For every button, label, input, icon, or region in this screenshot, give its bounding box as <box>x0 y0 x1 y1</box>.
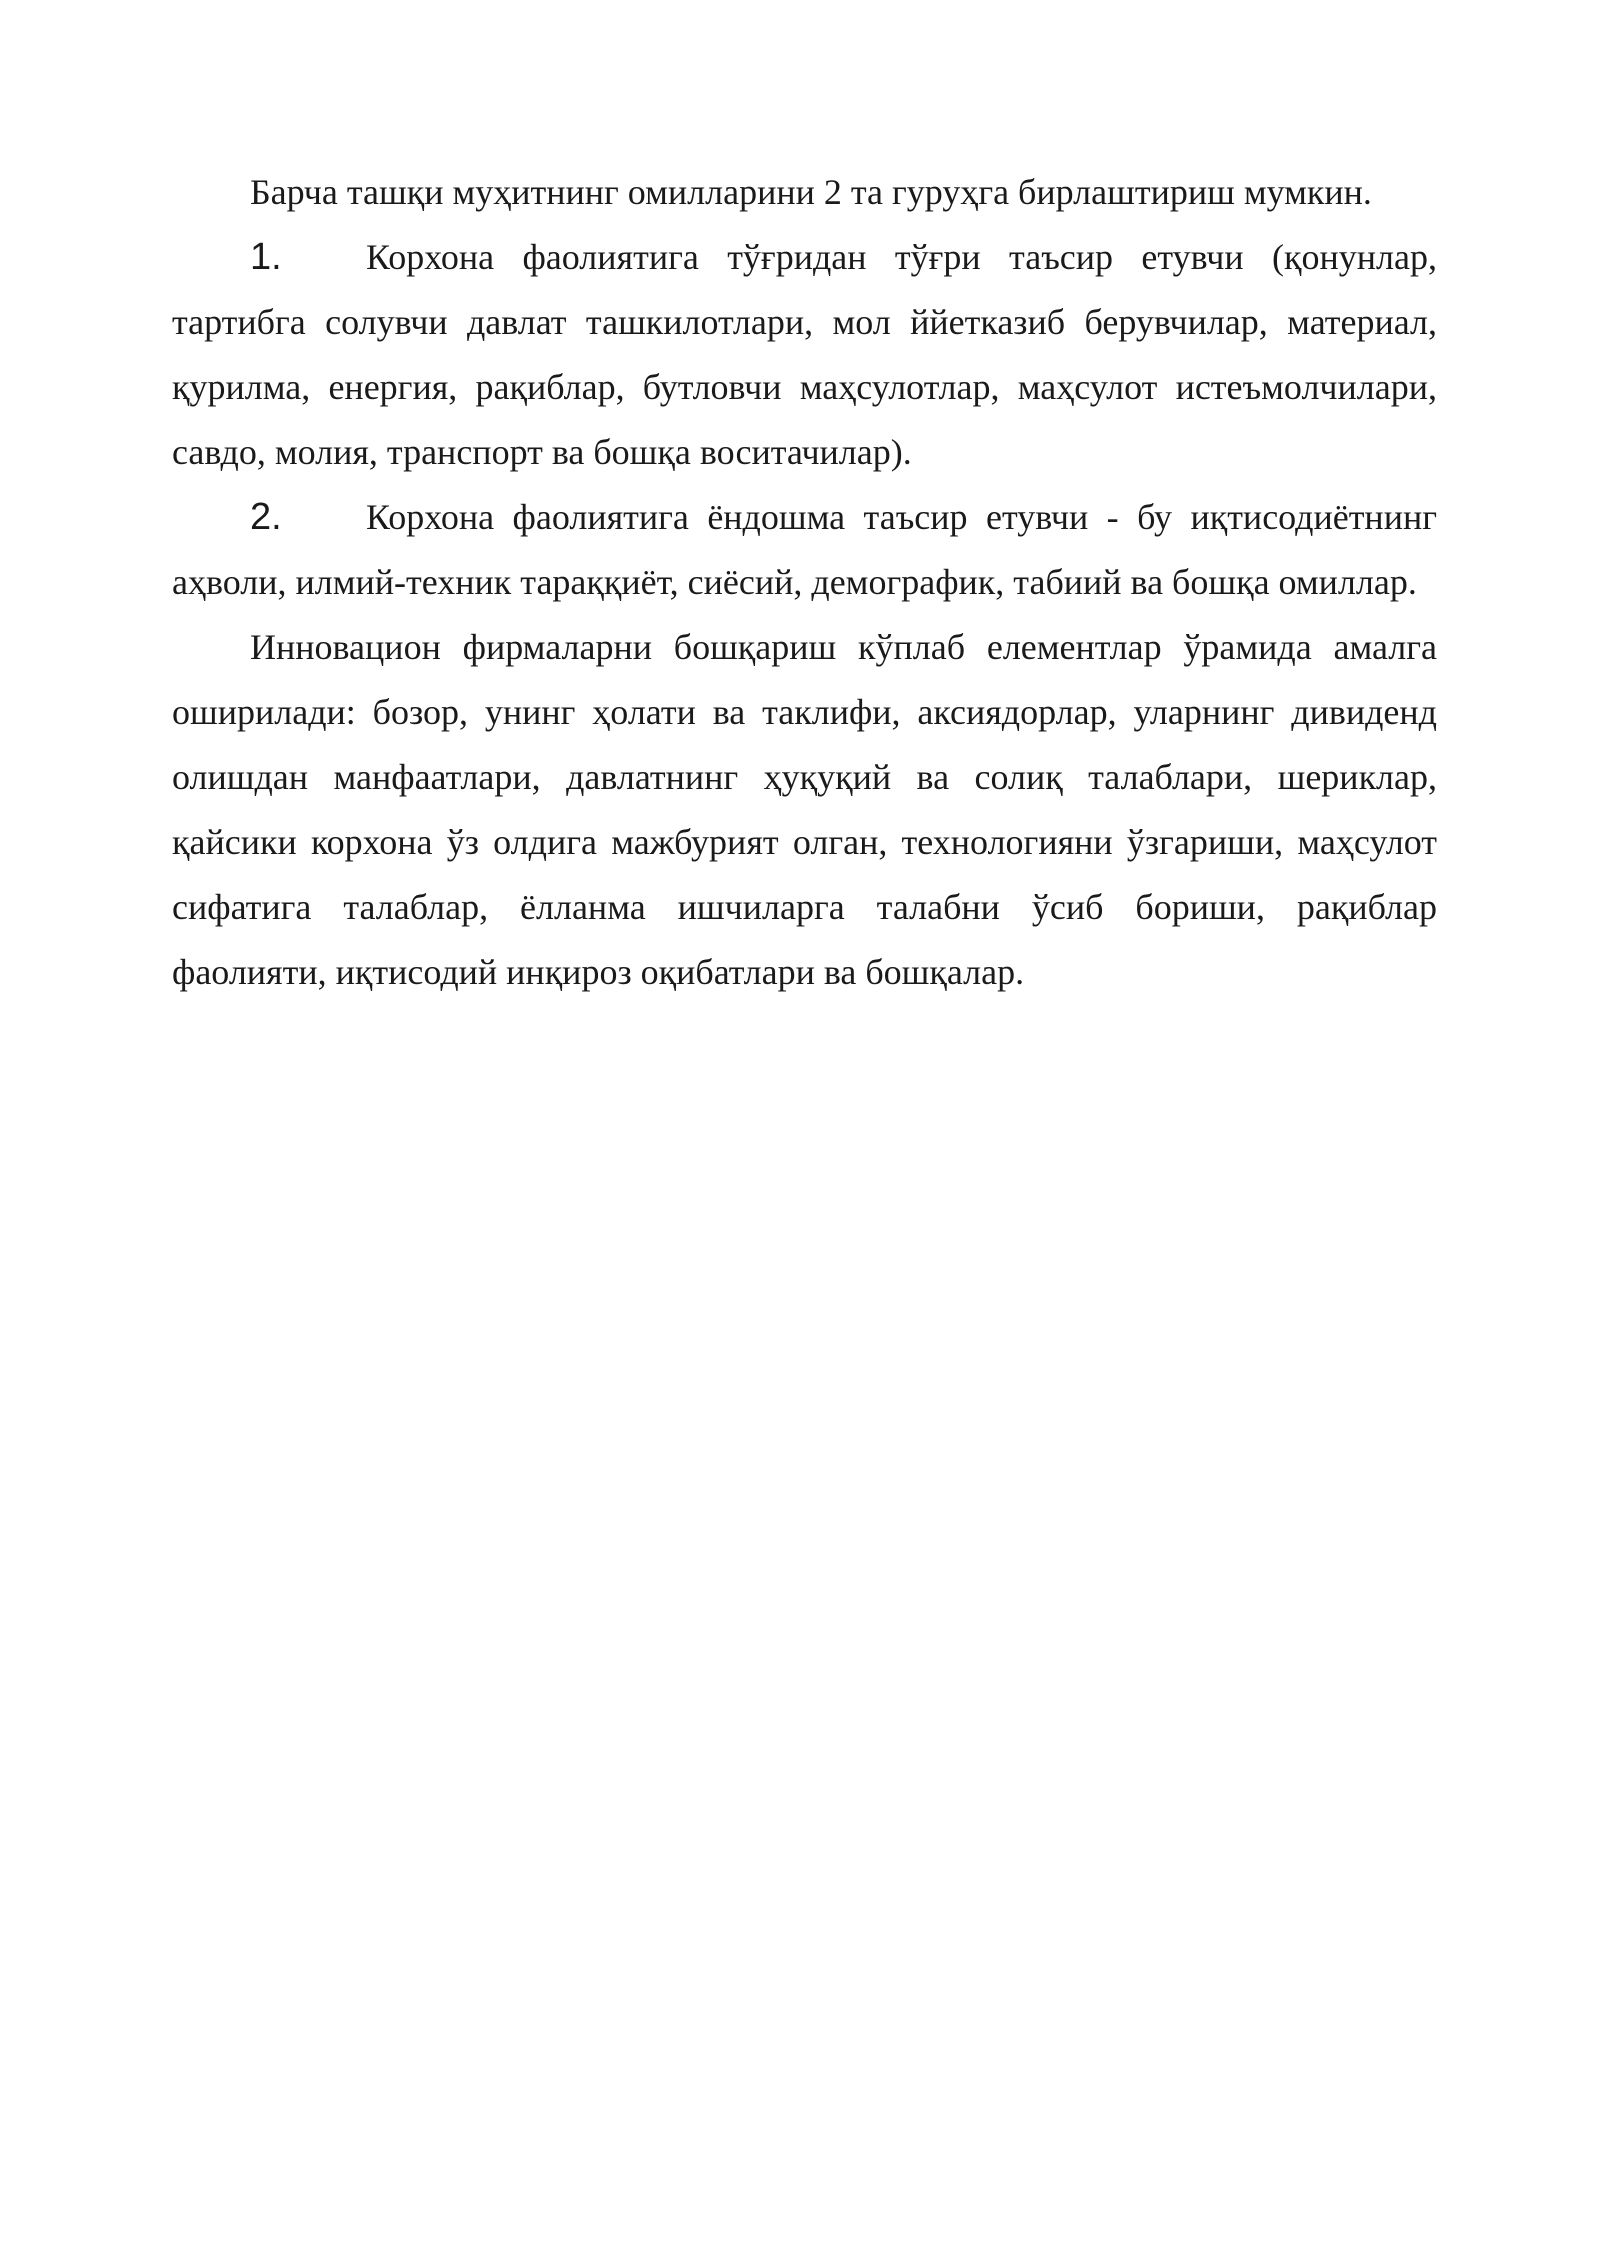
list-text-2: Корхона фаолиятига ёндошма таъсир етувчи - бу иқтисодиётнинг аҳволи, илмий-техник тараққиёт, сиёсий, демографик, табиий ва бошқа омиллар. <box>172 497 1437 602</box>
list-number-1: 1. <box>250 236 282 278</box>
intro-paragraph: Барча ташқи муҳитнинг омилларини 2 та гуруҳга бирлаштириш мумкин. <box>250 172 1372 212</box>
closing-paragraph: Инновацион фирмаларни бошқариш кўплаб елементлар ўрамида амалга оширилади: бозор, унинг ҳолати ва таклифи, аксиядорлар, уларнинг дивиденд олишдан манфаатлари, давлатнинг ҳуқуқий ва солиқ талаблари, шериклар, қайсики корхона ўз олдига мажбурият олган, технологияни ўзгариши, маҳсулот сифатига талаблар, ёлланма ишчиларга талабни ўсиб бориши, рақиблар фаолияти, иқтисодий инқироз оқибатлари ва бошқалар. <box>172 627 1437 992</box>
document-page <box>172 160 1437 1005</box>
list-text-1: Корхона фаолиятига тўғридан тўғри таъсир етувчи (қонунлар, тартибга солувчи давлат ташкилотлари, мол ййетказиб берувчилар, материал, қурилма, енергия, рақиблар, бутловчи маҳсулотлар, маҳсулот истеъмолчилари, савдо, молия, транспорт ва бошқа воситачилар). <box>172 237 1437 472</box>
list-number-2: 2. <box>250 496 282 538</box>
list-item-2 <box>172 485 1437 615</box>
list-item-1 <box>172 225 1437 485</box>
